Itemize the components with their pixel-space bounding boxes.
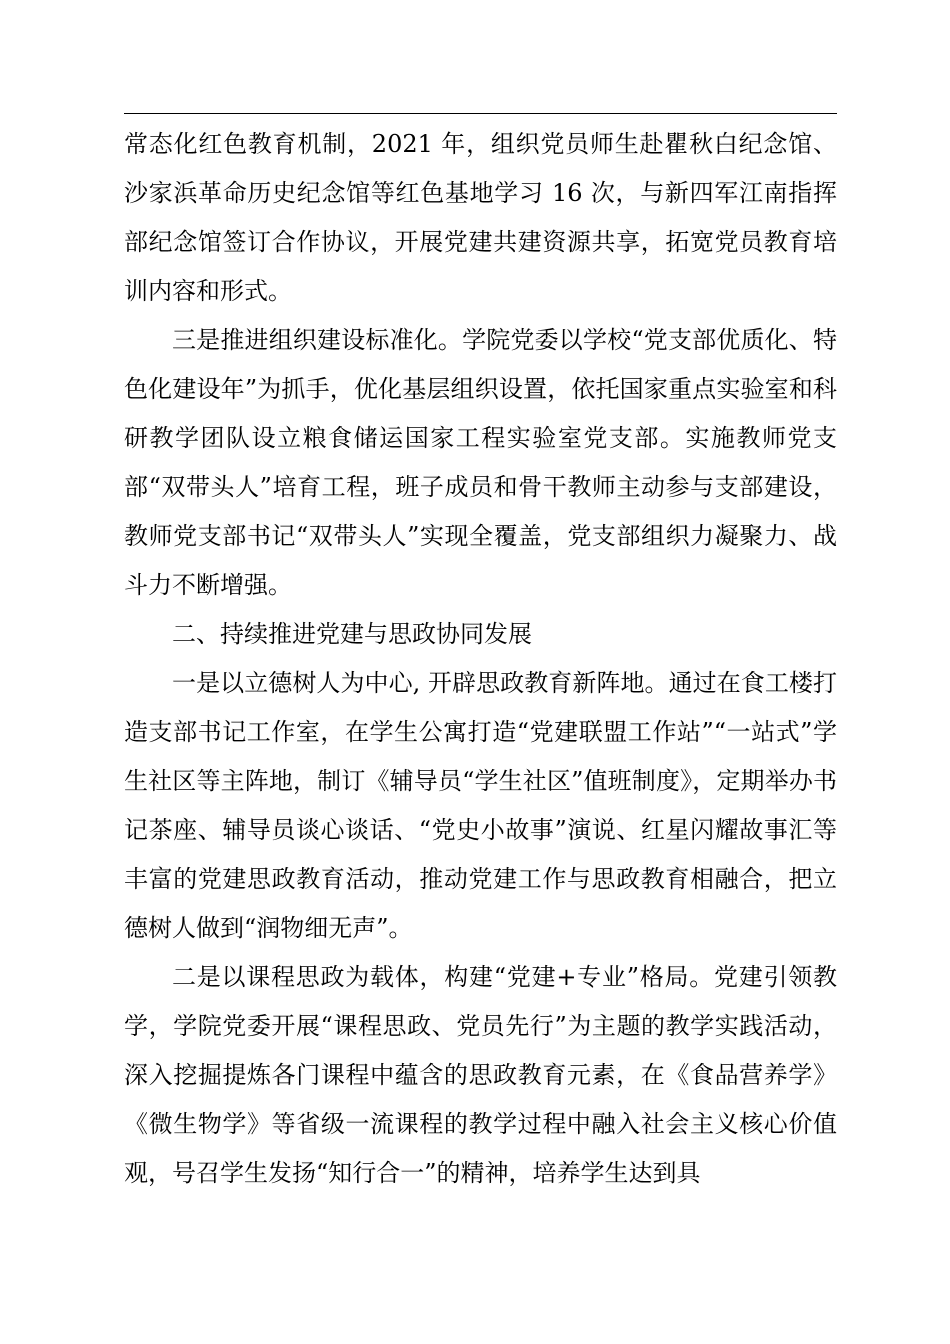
paragraph-organization-standardization: 三是推进组织建设标准化。学院党委以学校“党支部优质化、特色化建设年”为抓手，优化基层组织设置，依托国家重点实验室和科研教学团队设立粮食储运国家工程实验室党支部。实施教师党支部“双带头人”培育工程，班子成员和骨干教师主动参与支部建设，教师党支部书记“双带头人”实现全覆盖，党支部组织力凝聚力、战斗力不断增强。 <box>124 326 837 599</box>
body-text <box>124 120 837 1198</box>
paragraph-curriculum-ideology: 二是以课程思政为载体，构建“党建+专业”格局。党建引领教学，学院党委开展“课程思政、党员先行”为主题的教学实践活动，深入挖掘提炼各门课程中蕴含的思政教育元素，在《食品营养学》《微生物学》等省级一流课程的教学过程中融入社会主义核心价值观，号召学生发扬“知行合一”的精神，培养学生达到具 <box>124 963 837 1187</box>
header-rule <box>124 113 837 114</box>
section-heading-two: 二、持续推进党建与思政协同发展 <box>172 620 532 648</box>
paragraph-continuation: 常态化红色教育机制，2021 年，组织党员师生赴瞿秋白纪念馆、沙家浜革命历史纪念馆等红色基地学习 16 次，与新四军江南指挥部纪念馆签订合作协议，开展党建共建资源共享，拓宽党员教育培训内容和形式。 <box>124 130 837 305</box>
paragraph-moral-education: 一是以立德树人为中心, 开辟思政教育新阵地。通过在食工楼打造支部书记工作室，在学生公寓打造“党建联盟工作站”“一站式”学生社区等主阵地，制订《辅导员“学生社区”值班制度》，定期举办书记茶座、辅导员谈心谈话、“党史小故事”演说、红星闪耀故事汇等丰富的党建思政教育活动，推动党建工作与思政教育相融合，把立德树人做到“润物细无声”。 <box>124 669 837 942</box>
